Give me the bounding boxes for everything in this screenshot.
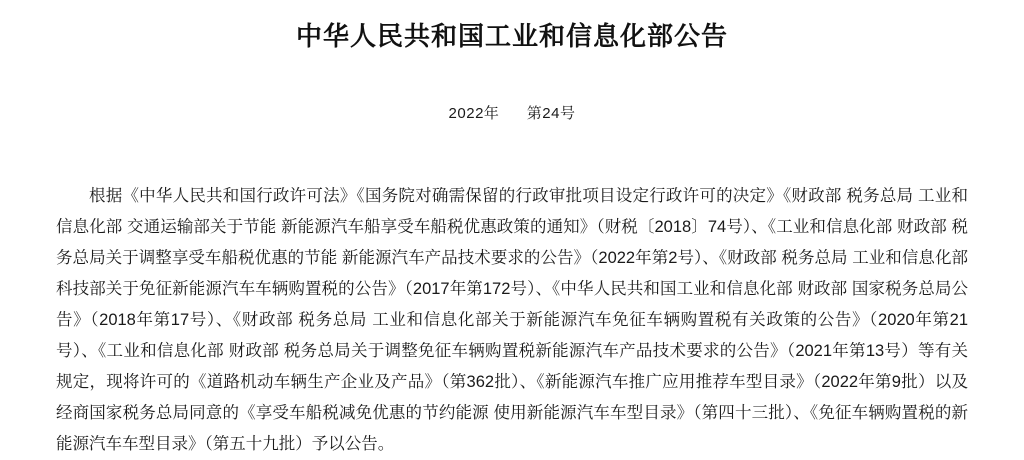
document-body xyxy=(0,123,1024,460)
document-year: 2022年 xyxy=(448,105,500,123)
document-issue-line xyxy=(0,54,1024,123)
document-paragraph: 根据《中华人民共和国行政许可法》《国务院对确需保留的行政审批项目设定行政许可的决定》《财政部 税务总局 工业和信息化部 交通运输部关于节能 新能源汽车船享受车船税优惠政策的通知》（财税〔2018〕74号）、《工业和信息化部 财政部 税务总局关于调整享受车船税优惠的节能 新能源汽车产品技术要求的公告》（2022年第2号）、《财政部 税务总局 工业和信息化部 科技部关于免征新能源汽车车辆购置税的公告》（2017年第172号）、《中华人民共和国工业和信息化部 财政部 国家税务总局公告》（2018年第17号）、《财政部 税务总局 工业和信息化部关于新能源汽车免征车辆购置税有关政策的公告》（2020年第21号）、《工业和信息化部 财政部 税务总局关于调整免征车辆购置税新能源汽车产品技术要求的公告》（2021年第13号）等有关规定，现将许可的《道路机动车辆生产企业及产品》（第362批）、《新能源汽车推广应用推荐车型目录》（2022年第9批）以及经商国家税务总局同意的《享受车船税减免优惠的节约能源 使用新能源汽车车型目录》（第四十三批）、《免征车辆购置税的新能源汽车车型目录》（第五十九批）予以公告。 xyxy=(56,187,968,454)
document-issue-number: 第24号 xyxy=(526,105,576,123)
document-title: 中华人民共和国工业和信息化部公告 xyxy=(295,21,728,51)
